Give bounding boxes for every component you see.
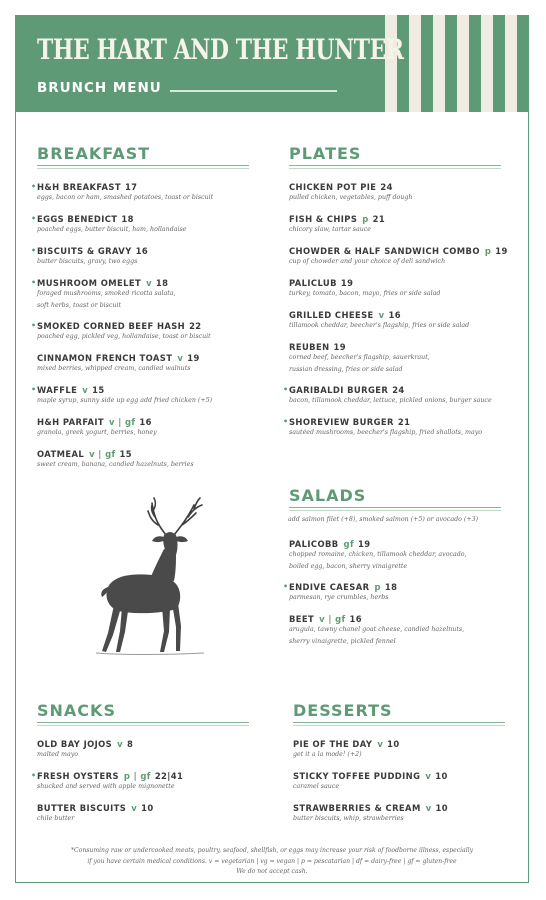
menu-item: [31, 321, 211, 343]
menu-item-header: [289, 278, 440, 288]
menu-item-name: OLD BAY JOJOS: [37, 739, 113, 749]
menu-item: [289, 278, 440, 300]
menu-item-description: caramel sauce: [293, 783, 340, 790]
dietary-tag: p: [362, 214, 369, 224]
menu-item: [37, 417, 157, 439]
menu-item-price: 19: [187, 353, 200, 363]
menu-item-name: REUBEN: [289, 342, 330, 352]
menu-item-description: sautéed mushrooms, beecher's flagship, fried shallots, mayo: [289, 429, 483, 436]
menu-item-header: [283, 385, 492, 395]
menu-item-name: EGGS BENEDICT: [37, 214, 118, 224]
menu-item-name: BUTTER BISCUITS: [37, 803, 127, 813]
menu-item-header: [31, 214, 186, 224]
dietary-tag: v: [146, 278, 152, 288]
house-favorite-marker: •: [31, 278, 37, 287]
footer-line: if you have certain medical conditions. v = vegetarian | vg = vegan | p = pescatarian | df = dairy-free | gf = gluten-free: [87, 857, 457, 865]
menu-item-price: 24: [392, 385, 405, 395]
menu-item-header: [31, 278, 176, 288]
menu-item-description: chile butter: [37, 815, 75, 822]
house-favorite-marker: •: [31, 385, 37, 394]
menu-item-price: 10: [435, 803, 449, 813]
menu-item-price: 16: [135, 246, 149, 256]
menu-item: [293, 739, 400, 761]
menu-item-header: [289, 310, 469, 320]
section-rule: [37, 725, 249, 726]
menu-item-price: 21: [397, 417, 411, 427]
dietary-tag: v: [117, 739, 123, 749]
menu-item-description: pulled chicken, vegetables, puff dough: [289, 194, 413, 201]
menu-item: [31, 278, 176, 311]
menu-item: [31, 246, 149, 268]
menu-item: [37, 353, 200, 375]
menu-item-header: [289, 182, 412, 192]
menu-item-header: [31, 385, 212, 395]
menu-item-price: 21: [372, 214, 386, 224]
restaurant-title: THE HART AND THE HUNTER: [37, 33, 404, 66]
menu-item-header: [289, 614, 464, 624]
dietary-tag: v | gf: [89, 449, 116, 459]
menu-item-description: get it a la mode! (+2): [293, 751, 362, 758]
menu-item-description: poached egg, pickled veg, hollandaise, toast or biscuit: [37, 333, 211, 340]
menu-item-name: CHICKEN POT PIE: [289, 182, 377, 192]
menu-item-price: 19: [333, 342, 346, 352]
footer-line: *Consuming raw or undercooked meats, poultry, seafood, shellfish, or eggs may increase your risk of foodborne illness, especially: [70, 847, 474, 854]
menu-item-description: parmesan, rye crumbles, herbs: [289, 594, 389, 601]
menu-item-name: SHOREVIEW BURGER: [289, 417, 394, 427]
menu-item-name: BISCUITS & GRAVY: [37, 246, 132, 256]
menu-item-name: PIE OF THE DAY: [293, 739, 373, 749]
section-rule: [289, 168, 501, 169]
section-rule: [293, 722, 505, 723]
menu-item-header: [293, 739, 400, 749]
dietary-tag: v | gf: [109, 417, 136, 427]
menu-item-description: poached eggs, butter biscuit, ham, hollandaise: [37, 226, 187, 233]
dietary-tag: gf: [343, 539, 354, 549]
menu-item: [283, 582, 398, 604]
menu-item-description: sweet cream, banana, candied hazelnuts, berries: [37, 461, 194, 468]
menu-item-header: [37, 739, 133, 749]
dietary-tag: p: [374, 582, 381, 592]
menu-item-price: 18: [155, 278, 169, 288]
dietary-tag: v: [177, 353, 184, 363]
menu-item-price: 15: [119, 449, 132, 459]
dietary-tag: p: [484, 246, 492, 256]
menu-item: [289, 214, 385, 236]
house-favorite-marker: •: [283, 385, 289, 394]
menu-item-header: [293, 771, 448, 781]
menu-item-name: OATMEAL: [37, 449, 85, 459]
menu-item-price: 18: [384, 582, 398, 592]
menu-item-name: STICKY TOFFEE PUDDING: [293, 771, 421, 781]
house-favorite-marker: •: [31, 246, 37, 255]
subtitle-rule: [170, 90, 337, 92]
menu-item-description: mixed berries, whipped cream, candied walnuts: [37, 365, 191, 372]
section-title-plates: PLATES: [289, 144, 362, 163]
menu-item: [289, 539, 467, 572]
dietary-tag: v: [425, 803, 432, 813]
menu-item-price: 17: [124, 182, 138, 192]
menu-item-price: 16: [139, 417, 152, 427]
menu-item-description: butter biscuits, gravy, two eggs: [37, 258, 138, 265]
menu-item: [289, 342, 430, 375]
menu-item: [31, 182, 214, 204]
dietary-tag: v: [377, 739, 384, 749]
menu-item-price: 24: [380, 182, 393, 192]
dietary-tag: v: [425, 771, 432, 781]
menu-item-header: [289, 539, 467, 549]
menu-item-name: BEET: [289, 614, 315, 624]
menu-item-price: 18: [121, 214, 134, 224]
menu-item-description: malted mayo: [37, 751, 79, 758]
menu-item-name: ENDIVE CAESAR: [289, 582, 370, 592]
menu-item-header: [37, 449, 194, 459]
menu-item-price: 16: [349, 614, 362, 624]
menu-item-price: 15: [92, 385, 105, 395]
menu-item: [37, 803, 154, 825]
menu-item-name: FISH & CHIPS: [289, 214, 358, 224]
menu-item-header: [289, 342, 430, 352]
dietary-tag: p | gf: [123, 771, 151, 781]
menu-item: [289, 182, 412, 204]
menu-item-header: [293, 803, 448, 813]
menu-item-name: H&H BREAKFAST: [37, 182, 121, 192]
deer-illustration: [78, 495, 218, 661]
menu-item-name: WAFFLE: [37, 385, 78, 395]
house-favorite-marker: •: [283, 417, 289, 426]
dietary-tag: v | gf: [319, 614, 346, 624]
menu-item-description: maple syrup, sunny side up egg add fried chicken (+5): [37, 397, 213, 404]
menu-item: [31, 385, 213, 407]
menu-item-name: GARIBALDI BURGER: [289, 385, 389, 395]
header-stripe: [433, 15, 445, 112]
menu-item-description: russian dressing, fries or side salad: [289, 365, 403, 373]
dietary-tag: v: [82, 385, 89, 395]
house-favorite-marker: •: [31, 214, 37, 223]
menu-item-description: sherry vinaigrette, pickled fennel: [289, 637, 396, 645]
menu-item-header: [31, 246, 149, 256]
menu-item: [289, 310, 469, 332]
dietary-tag: v: [378, 310, 385, 320]
menu-item-description: soft herbs, toast or biscuit: [37, 301, 121, 309]
footer-line: We do not accept cash.: [236, 868, 308, 875]
menu-item-description: bacon, tillamook cheddar, lettuce, pickled onions, burger sauce: [289, 397, 492, 404]
menu-item-header: [283, 417, 482, 427]
menu-item-name: SMOKED CORNED BEEF HASH: [37, 321, 186, 331]
house-favorite-marker: •: [31, 321, 37, 330]
menu-item-description: tillamook cheddar, beecher's flagship, fries or side salad: [289, 322, 470, 329]
menu-item-description: eggs, bacon or ham, smashed potatoes, toast or biscuit: [37, 194, 214, 201]
menu-item-name: PALICOBB: [289, 539, 339, 549]
section-rule: [289, 165, 501, 166]
menu-item-name: MUSHROOM OMELET: [37, 278, 142, 288]
menu-item-price: 19: [340, 278, 354, 288]
menu-item-header: [289, 214, 385, 224]
menu-item-description: turkey, tomato, bacon, mayo, fries or side salad: [289, 290, 441, 297]
menu-item: [293, 771, 448, 793]
menu-item-description: granola, greek yogurt, berries, honey: [37, 429, 157, 436]
section-title-salads: SALADS: [289, 486, 367, 505]
menu-item-description: boiled egg, bacon, sherry vinaigrette: [289, 562, 408, 570]
menu-item-description: chopped romaine, chicken, tillamook cheddar, avocado,: [289, 551, 467, 558]
menu-item: [283, 417, 483, 439]
menu-item-name: STRAWBERRIES & CREAM: [293, 803, 421, 813]
menu-item-price: 10: [435, 771, 448, 781]
header-stripe: [505, 15, 517, 112]
section-title-snacks: SNACKS: [37, 701, 116, 720]
menu-item: [283, 385, 492, 407]
menu-item-description: chicory slaw, tartar sauce: [289, 226, 372, 233]
menu-item-name: CINNAMON FRENCH TOAST: [37, 353, 173, 363]
menu-item-description: foraged mushrooms, smoked ricotta salata,: [37, 290, 176, 297]
menu-item-name: FRESH OYSTERS: [37, 771, 119, 781]
header-stripe: [409, 15, 421, 112]
menu-item-price: 8: [126, 739, 134, 749]
menu-item-header: [289, 246, 508, 256]
menu-item-price: 10: [141, 803, 154, 813]
dietary-tag: v: [131, 803, 138, 813]
menu-item-price: 16: [388, 310, 401, 320]
menu-item-description: cup of chowder and your choice of deli sandwich: [289, 258, 446, 265]
house-favorite-marker: •: [283, 582, 289, 591]
menu-item: [293, 803, 448, 825]
menu-item-header: [37, 803, 154, 813]
menu-item-price: 22: [189, 321, 202, 331]
house-favorite-marker: •: [31, 771, 37, 780]
header-stripe: [481, 15, 493, 112]
section-rule: [37, 722, 249, 723]
menu-item-price: 19: [358, 539, 371, 549]
menu-item-name: H&H PARFAIT: [37, 417, 105, 427]
salads-addon-note: add salmon filet (+8), smoked salmon (+5) or avocado (+3): [288, 516, 479, 523]
menu-item-price: 22|41: [154, 771, 184, 781]
menu-item: [31, 771, 184, 793]
menu-item: [37, 449, 194, 471]
section-title-breakfast: BREAKFAST: [37, 144, 151, 163]
section-rule: [37, 165, 249, 166]
menu-item-header: [31, 771, 184, 781]
menu-item-description: shucked and served with apple mignonette: [37, 783, 175, 790]
menu-item-name: PALICLUB: [289, 278, 337, 288]
menu-item: [31, 214, 187, 236]
menu-item-name: GRILLED CHEESE: [289, 310, 374, 320]
menu-item-header: [283, 582, 398, 592]
section-rule: [37, 168, 249, 169]
menu-subtitle: BRUNCH MENU: [37, 80, 162, 96]
menu-item-header: [37, 353, 200, 363]
header-stripe: [457, 15, 469, 112]
menu-item-price: 19: [495, 246, 508, 256]
menu-item-header: [31, 182, 213, 192]
house-favorite-marker: •: [31, 182, 37, 191]
section-rule: [289, 507, 501, 508]
menu-footer: [30, 846, 514, 878]
menu-item-description: arugula, tawny chanel goat cheese, candied hazelnuts,: [289, 626, 465, 633]
menu-item-description: butter biscuits, whip, strawberries: [293, 815, 404, 822]
menu-item-header: [37, 417, 157, 427]
menu-item: [289, 614, 464, 647]
section-title-desserts: DESSERTS: [293, 701, 393, 720]
menu-item: [289, 246, 508, 268]
menu-item-name: CHOWDER & HALF SANDWICH COMBO: [289, 246, 480, 256]
menu-item-price: 10: [387, 739, 400, 749]
menu-item-header: [31, 321, 211, 331]
section-rule: [289, 510, 501, 511]
section-rule: [293, 725, 505, 726]
menu-item-description: corned beef, beecher's flagship, sauerkraut,: [289, 354, 430, 361]
menu-item: [37, 739, 133, 761]
